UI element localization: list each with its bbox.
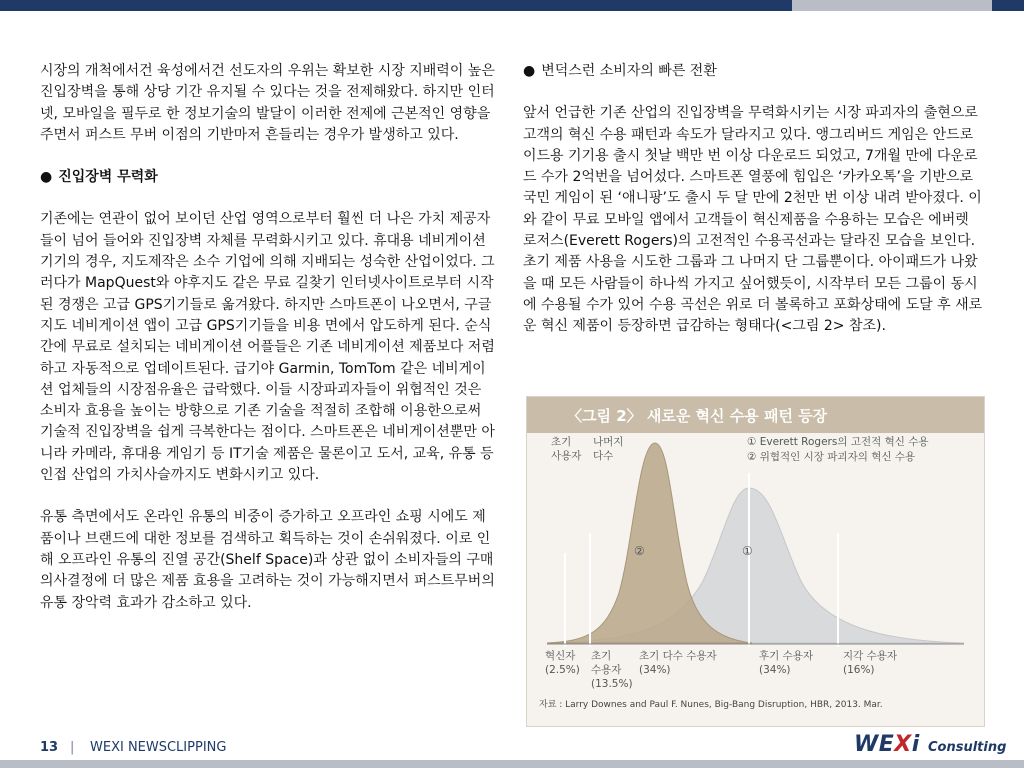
figure-title: 〈그림 2〉 새로운 혁신 수용 패턴 등장 bbox=[567, 407, 828, 425]
label-rest-majority: 나머지 다수 bbox=[593, 436, 624, 462]
right-paragraph-1: 앞서 언급한 기존 산업의 진입장벽을 무력화시키는 시장 파괴자의 출현으로 고객의 혁신 수용 패턴과 속도가 달라지고 있다. 앵그리버드 게임은 안드로이드용 기기용 출시 첫날 백만 번 이상 다운로드 되었고, 7개월 만에 다운로드 수가 2억번을 넘어섰다. 스마트폰 열풍에 힘입은 ‘카카오톡’을 기반으로 국민 게임이 된 ‘애니팡’도 출시 두 달 만에 2천만 번 이상 내려 받아졌다. 이와 같이 무료 모바일 앱에서 고객들이 혁신제품을 수용하는 모습은 에버렛 로저스(Everett Rogers)의 고전적인 수용곡선과는 달라진 모습을 보인다. 초기 제품 사용을 시도한 그룹과 그 나머지 단 그룹뿐이다. 아이패드가 나왔을 때 모든 사람들이 하나씩 가지고 싶어했듯이, 시작부터 모든 그룹이 동시에 수용될 수가 있어 수용 곡선은 위로 더 볼록하고 포화상태에 도달 후 새로운 혁신 제품이 등장하면 급감하는 형태다(<그림 2> 참조). bbox=[523, 105, 983, 335]
category-innovators: 혁신자 (2.5%) bbox=[545, 650, 580, 676]
category-laggards: 지각 수용자 (16%) bbox=[843, 650, 898, 676]
label-early-user: 초기 사용자 bbox=[551, 436, 582, 462]
marker-2: ② bbox=[634, 544, 645, 558]
bullet-icon: ● bbox=[523, 63, 536, 79]
footer bbox=[0, 732, 1024, 768]
wexi-logo: WEXi Consulting bbox=[854, 732, 1007, 757]
category-early-majority: 초기 다수 수용자 (34%) bbox=[639, 650, 717, 676]
legend-1: ① Everett Rogers의 고전적 혁신 수용 bbox=[747, 436, 929, 448]
top-bar bbox=[0, 0, 1024, 11]
right-column bbox=[523, 61, 983, 338]
bullet-icon: ● bbox=[40, 169, 53, 186]
left-paragraph-2: 기존에는 연관이 없어 보이던 산업 영역으로부터 훨씬 더 나은 가치 제공자들이 넘어 들어와 진입장벽 자체를 무력화시키고 있다. 휴대용 네비게이션 기기의 경우, 지도제작은 소수 기업에 의해 지배되는 성숙한 산업이었다. 그러다가 MapQuest와 야후지도 같은 무료 길찾기 인터넷사이트로부터 시작된 경쟁은 고급 GPS기기들로 옮겨왔다. 하지만 스마트폰이 나오면서, 구글 지도 네비게이션 앱이 고급 GPS기기들을 비용 면에서 압도하게 된다. 순식간에 무료로 설치되는 네비게이션 어플들은 기존 네비게이션 제품보다 저렴하고 자동적으로 업데이트된다. 급기야 Garmin, TomTom 같은 네비게이션 업체들의 시장점유율은 급락했다. 이들 시장파괴자들이 위협적인 것은 소비자 효용을 높이는 방향으로 기존 기술을 적절히 조합해 이용한으로써 기술적 진입장벽을 쉽게 극복한다는 점이다. 스마트폰은 네비게이션뿐만 아니라 카메라, 휴대용 게임기 등 IT기술 제품은 물론이고 도서, 교육, 유통 등 인접 산업의 가치사슬까지도 변화시키고 있다. bbox=[40, 211, 495, 484]
left-paragraph-1: 시장의 개척에서건 육성에서건 선도자의 우위는 확보한 시장 지배력이 높은 진입장벽을 통해 상당 기간 유지될 수 있다는 것을 전제해왔다. 하지만 인터넷, 모바일을 필두로 한 정보기술의 발달이 이러한 전제에 근본적인 영향을 주면서 퍼스트 무버 이점의 기반마저 흔들리는 경우가 발생하고 있다. bbox=[40, 63, 495, 143]
marker-1: ① bbox=[742, 544, 753, 558]
figure-title-bar bbox=[527, 397, 984, 433]
figure-2 bbox=[526, 396, 985, 727]
category-early-adopters: 초기 수용자 (13.5%) bbox=[591, 650, 633, 690]
top-bar-accent bbox=[792, 0, 992, 11]
left-paragraph-3: 유통 측면에서도 온라인 유통의 비중이 증가하고 오프라인 쇼핑 시에도 제품이나 브랜드에 대한 정보를 검색하고 획득하는 것이 손쉬워졌다. 이로 인해 오프라인 유통의 진열 공간(Shelf Space)과 상관 없이 소비자들의 구매의사결정에 더 많은 제품 효용을 고려하는 것이 가능해지면서 퍼스트무버의 유통 장악력 효과가 감소하고 있다. bbox=[40, 509, 495, 611]
figure-source: 자료 : Larry Downes and Paul F. Nunes, Big-Bang Disruption, HBR, 2013. Mar. bbox=[539, 700, 883, 710]
footer-separator: | bbox=[70, 740, 75, 755]
bottom-bar bbox=[0, 760, 1024, 768]
category-late-majority: 후기 수용자 (34%) bbox=[759, 650, 814, 676]
left-column bbox=[40, 61, 495, 614]
footer-publication-name: WEXI NEWSCLIPPING bbox=[90, 740, 227, 755]
page-number: 13 bbox=[40, 740, 59, 755]
legend-2: ② 위협적인 시장 파괴자의 혁신 수용 bbox=[747, 451, 916, 463]
section-heading-consumer-shift: ● 변덕스런 소비자의 빠른 전환 bbox=[523, 61, 983, 82]
section-heading-entry-barrier: ● 진입장벽 무력화 bbox=[40, 167, 495, 188]
